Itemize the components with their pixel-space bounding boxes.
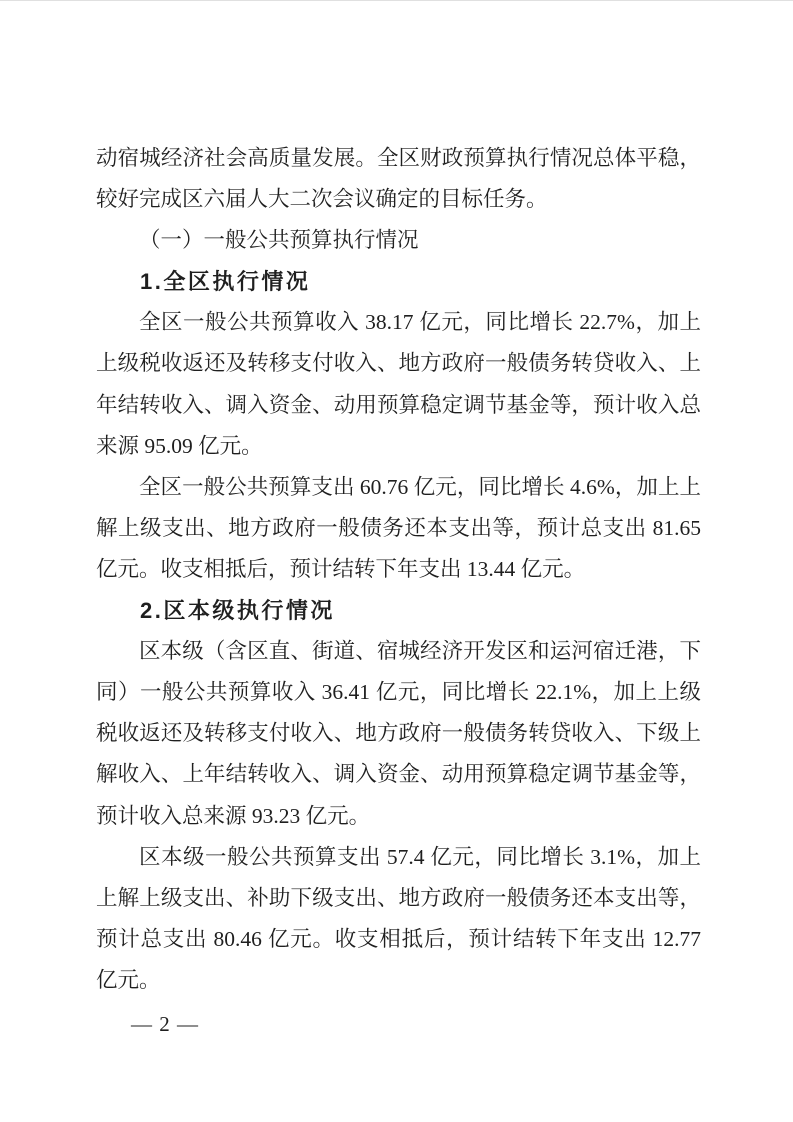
paragraph-district-level-expenditure: 区本级一般公共预算支出 57.4 亿元，同比增长 3.1%，加上上解上级支出、补助下级支出、地方政府一般债务还本支出等，预计总支出 80.46 亿元。收支相抵后，预计结转下年支出 12.77 亿元。 xyxy=(96,844,701,992)
scan-edge-artifact xyxy=(0,0,793,1)
subsection-heading-district: 1.全区执行情况 xyxy=(140,269,311,295)
paragraph-district-revenue: 全区一般公共预算收入 38.17 亿元，同比增长 22.7%，加上上级税收返还及转移支付收入、地方政府一般债务转贷收入、上年结转收入、调入资金、动用预算稳定调节基金等，预计收入总来源 95.09 亿元。 xyxy=(96,310,701,458)
paragraph-district-expenditure: 全区一般公共预算支出 60.76 亿元，同比增长 4.6%，加上上解上级支出、地方政府一般债务还本支出等，预计总支出 81.65 亿元。收支相抵后，预计结转下年支出 13.44 亿元。 xyxy=(96,474,701,581)
document-content xyxy=(96,138,701,1001)
page-number: — 2 — xyxy=(131,1012,199,1036)
section-heading: （一）一般公共预算执行情况 xyxy=(139,228,419,253)
paragraph-continuation: 动宿城经济社会高质量发展。全区财政预算执行情况总体平稳，较好完成区六届人大二次会议确定的目标任务。 xyxy=(96,146,701,212)
subsection-heading-district-level: 2.区本级执行情况 xyxy=(140,598,335,624)
paragraph-district-level-revenue: 区本级（含区直、街道、宿城经济开发区和运河宿迁港，下同）一般公共预算收入 36.41 亿元，同比增长 22.1%，加上上级税收返还及转移支付收入、地方政府一般债务转贷收入、下级上解收入、上年结转收入、调入资金、动用预算稳定调节基金等，预计收入总来源 93.23 亿元。 xyxy=(96,639,701,828)
